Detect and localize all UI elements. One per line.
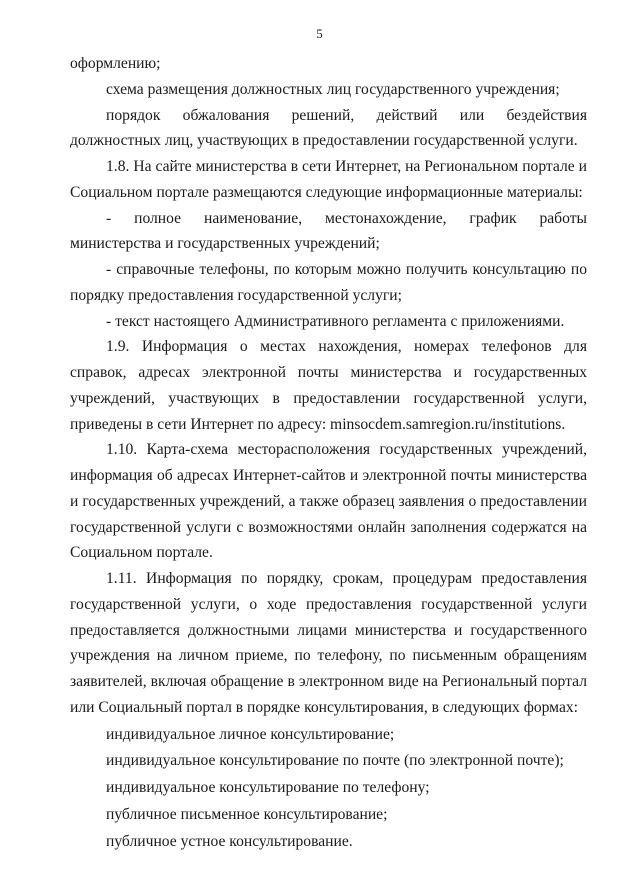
document-body	[70, 51, 587, 854]
paragraph-continuation: оформлению;	[70, 55, 161, 72]
paragraph-appeal-procedure: порядок обжалования решений, действий или бездействия должностных лиц, участвующих в предоставлении государственной услуги.	[70, 106, 587, 150]
list-item-consultation-form: индивидуальное личное консультирование;	[106, 725, 395, 743]
list-item-consultation-form: индивидуальное консультирование по почте (по электронной почте);	[106, 752, 564, 770]
paragraph-reference-phones: - справочные телефоны, по которым можно получить консультацию по порядку предоставления государственной услуги;	[70, 261, 587, 304]
page-number: 5	[316, 26, 323, 41]
paragraph-regulation-text: - текст настоящего Административного регламента с приложениями.	[106, 312, 565, 330]
list-item-consultation-form: публичное письменное консультирование;	[106, 805, 388, 823]
list-item-consultation-form: индивидуальное консультирование по телефону;	[106, 779, 430, 796]
paragraph-1-10: 1.10. Карта-схема месторасположения государственных учреждений, информация об адресах Интернет-сайтов и электронной почты министерства и государственных учреждений, а также образец заявления о предоставлении государственной услуги с возможностями онлайн заполнения содержатся на Социальном портале.	[70, 441, 587, 562]
paragraph-1-11: 1.11. Информация по порядку, срокам, процедурам предоставления государственной услуги, о ходе предоставления государственной услуги предоставляется должностными лицами министерства и государственного учреждения на личном приеме, по телефону, по письменным обращениям заявителей, включая обращение в электронном виде на Региональный портал или Социальный портал в порядке консультирования, в следующих формах:	[70, 570, 587, 716]
paragraph-full-name: - полное наименование, местонахождение, график работы министерства и государственных учреждений;	[70, 209, 587, 253]
paragraph-1-8: 1.8. На сайте министерства в сети Интернет, на Региональном портале и Социальном портале размещаются следующие информационные материалы:	[70, 158, 587, 201]
paragraph-staff-layout: схема размещения должностных лиц государственного учреждения;	[106, 80, 560, 98]
list-item-consultation-form: публичное устное консультирование.	[106, 832, 353, 850]
paragraph-1-9: 1.9. Информация о местах нахождения, номерах телефонов для справок, адресах электронной почты министерства и государственных учреждений, участвующих в предоставлении государственной услуги, приведены в сети Интернет по адресу: minsocdem.samregion.ru/institutions.	[70, 338, 587, 433]
